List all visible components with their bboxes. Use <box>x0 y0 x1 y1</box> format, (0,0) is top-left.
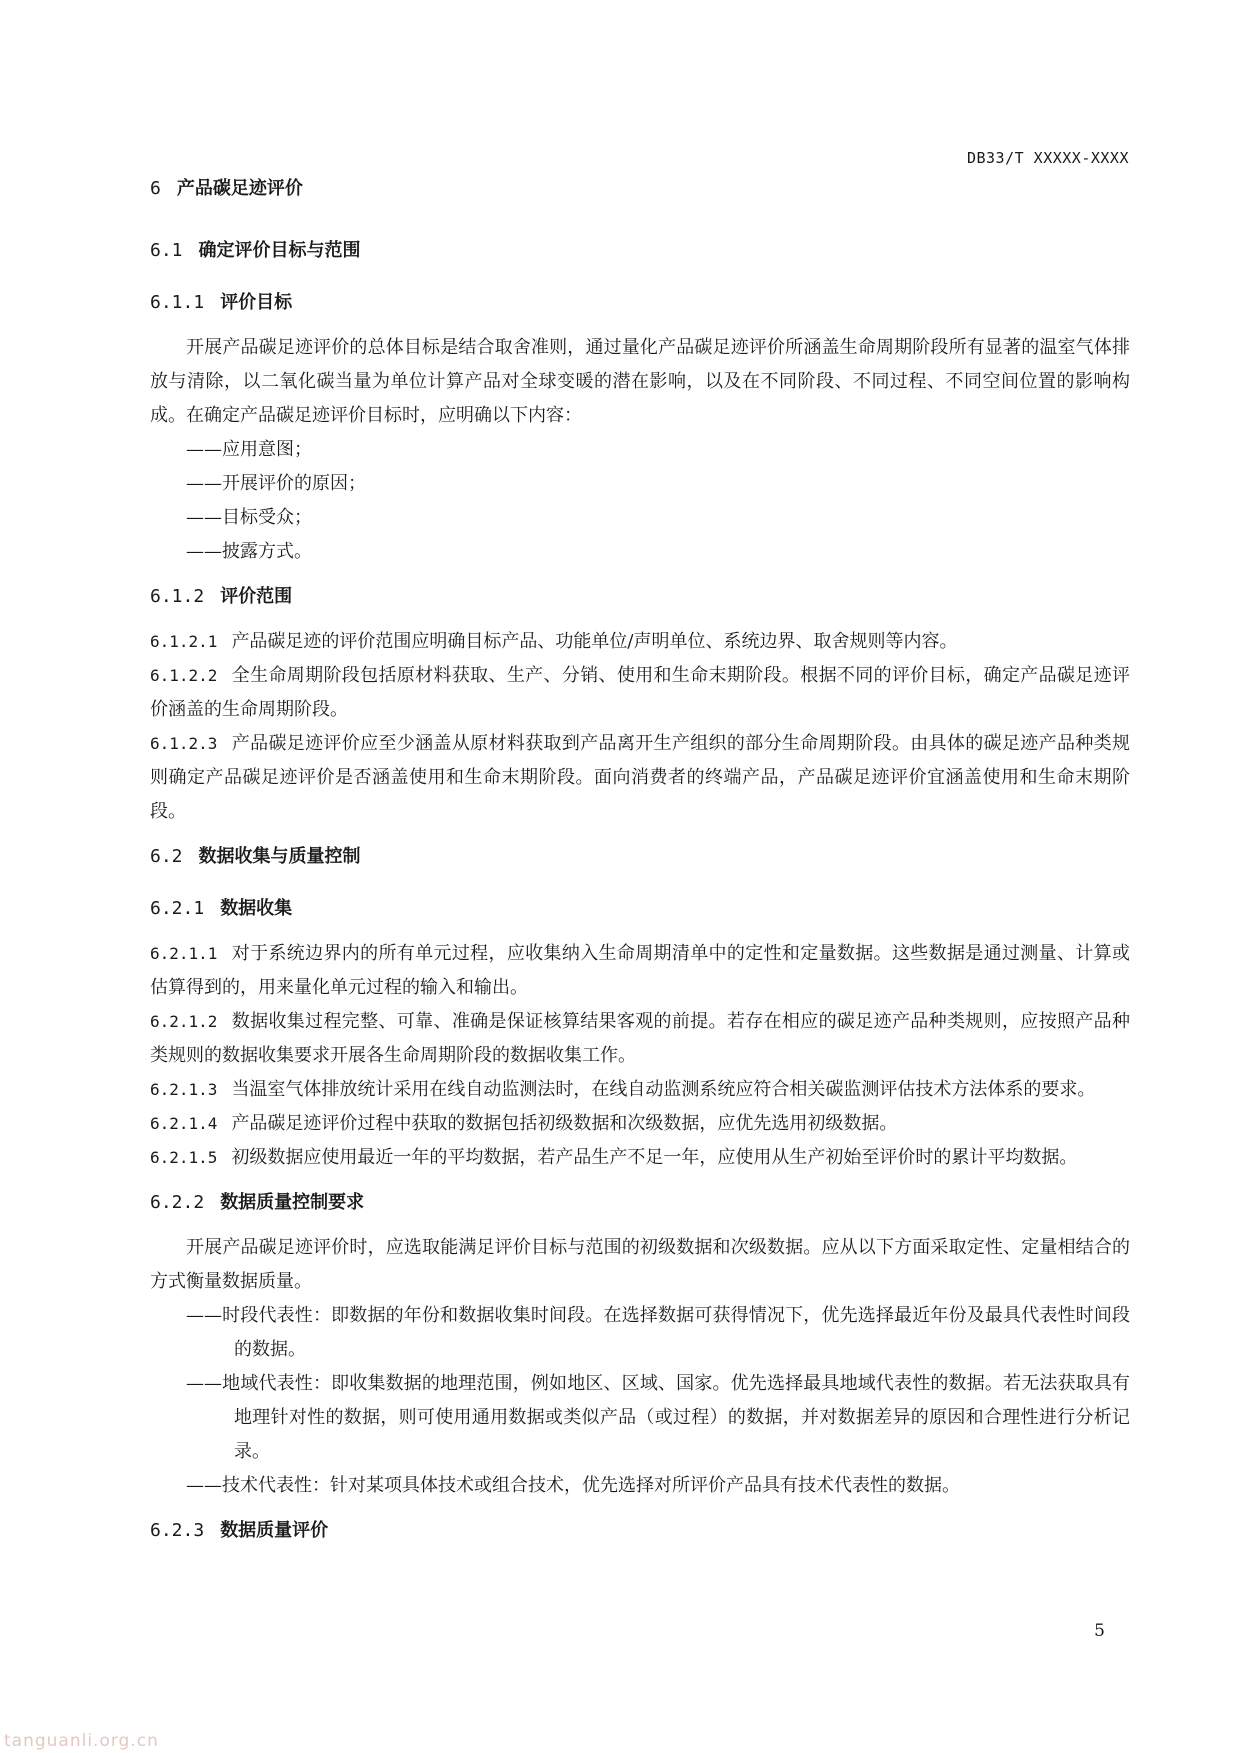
section-number: 6.1.1 <box>150 292 205 313</box>
clause-number: 6.2.1.1 <box>150 944 218 963</box>
paragraph: 开展产品碳足迹评价的总体目标是结合取舍准则，通过量化产品碳足迹评价所涵盖生命周期阶段所有显著的温室气体排放与清除，以二氧化碳当量为单位计算产品对全球变暖的潜在影响，以及在不同阶段、不同过程、不同空间位置的影响构成。在确定产品碳足迹评价目标时，应明确以下内容： <box>150 337 1130 426</box>
clause-number: 6.2.1.4 <box>150 1114 218 1133</box>
section-number: 6.1.2 <box>150 586 205 607</box>
list-item: ——披露方式。 <box>186 541 312 562</box>
clause-text: 产品碳足迹评价过程中获取的数据包括初级数据和次级数据，应优先选用初级数据。 <box>231 1113 898 1134</box>
clause-number: 6.1.2.2 <box>150 666 218 685</box>
clause-6-2-1-1 <box>150 937 1130 1005</box>
clause-text: 对于系统边界内的所有单元过程，应收集纳入生命周期清单中的定性和定量数据。这些数据是通过测量、计算或估算得到的，用来量化单元过程的输入和输出。 <box>150 943 1130 998</box>
clause-6-2-1-2 <box>150 1005 1130 1073</box>
section-title: 评价范围 <box>220 586 293 607</box>
section-number: 6.2.3 <box>150 1520 205 1541</box>
section-number: 6.2.2 <box>150 1192 205 1213</box>
paragraph: 开展产品碳足迹评价时，应选取能满足评价目标与范围的初级数据和次级数据。应从以下方面采取定性、定量相结合的方式衡量数据质量。 <box>150 1237 1130 1292</box>
list-item: ——应用意图； <box>186 439 312 460</box>
section-6-2-2-heading <box>150 1189 1130 1217</box>
section-6-2-1-heading <box>150 895 1130 923</box>
list-item: ——时段代表性：即数据的年份和数据收集时间段。在选择数据可获得情况下，优先选择最近年份及最具代表性时间段的数据。 <box>186 1305 1130 1360</box>
document-code: DB33/T XXXXX-XXXX <box>966 149 1129 167</box>
list-item: ——地域代表性：即收集数据的地理范围，例如地区、区域、国家。优先选择最具地域代表性的数据。若无法获取具有地理针对性的数据，则可使用通用数据或类似产品（或过程）的数据，并对数据差异的原因和合理性进行分析记录。 <box>186 1373 1130 1462</box>
clause-6-2-1-4 <box>150 1107 1130 1141</box>
list-item: ——目标受众； <box>186 507 312 528</box>
section-number: 6.2.1 <box>150 898 205 919</box>
section-number: 6 <box>150 178 161 199</box>
clause-number: 6.2.1.5 <box>150 1148 218 1167</box>
section-title: 数据质量评价 <box>220 1520 329 1541</box>
clause-text: 数据收集过程完整、可靠、准确是保证核算结果客观的前提。若存在相应的碳足迹产品种类规则，应按照产品种类规则的数据收集要求开展各生命周期阶段的数据收集工作。 <box>150 1011 1130 1066</box>
clause-6-1-2-1 <box>150 625 1130 659</box>
section-number: 6.2 <box>150 846 183 867</box>
section-title: 数据质量控制要求 <box>220 1192 365 1213</box>
clause-number: 6.2.1.2 <box>150 1012 218 1031</box>
clause-text: 产品碳足迹的评价范围应明确目标产品、功能单位/声明单位、系统边界、取舍规则等内容。 <box>231 631 958 652</box>
list-item: ——开展评价的原因； <box>186 473 366 494</box>
section-title: 数据收集与质量控制 <box>198 846 361 867</box>
clause-text: 全生命周期阶段包括原材料获取、生产、分销、使用和生命末期阶段。根据不同的评价目标，确定产品碳足迹评价涵盖的生命周期阶段。 <box>150 665 1130 720</box>
watermark: tanguanli.org.cn <box>4 1731 159 1751</box>
list-item: ——技术代表性：针对某项具体技术或组合技术，优先选择对所评价产品具有技术代表性的数据。 <box>186 1475 960 1496</box>
section-6-heading <box>150 175 1130 203</box>
clause-6-2-1-5 <box>150 1141 1130 1175</box>
clause-6-1-2-2 <box>150 659 1130 727</box>
section-title: 数据收集 <box>220 898 293 919</box>
section-title: 产品碳足迹评价 <box>176 178 303 199</box>
page-number: 5 <box>1094 1621 1105 1641</box>
clause-number: 6.1.2.1 <box>150 632 218 651</box>
clause-number: 6.2.1.3 <box>150 1080 218 1099</box>
clause-text: 产品碳足迹评价应至少涵盖从原材料获取到产品离开生产组织的部分生命周期阶段。由具体的碳足迹产品种类规则确定产品碳足迹评价是否涵盖使用和生命末期阶段。面向消费者的终端产品，产品碳足迹评价宜涵盖使用和生命末期阶段。 <box>150 733 1130 822</box>
section-6-1-2-heading <box>150 583 1130 611</box>
clause-text: 初级数据应使用最近一年的平均数据，若产品生产不足一年，应使用从生产初始至评价时的累计平均数据。 <box>231 1147 1078 1168</box>
section-number: 6.1 <box>150 240 183 261</box>
section-title: 评价目标 <box>220 292 293 313</box>
clause-6-1-2-3 <box>150 727 1130 829</box>
section-6-2-heading <box>150 843 1130 871</box>
page-body <box>150 175 1130 1545</box>
clause-number: 6.1.2.3 <box>150 734 218 753</box>
section-title: 确定评价目标与范围 <box>198 240 361 261</box>
clause-6-2-1-3 <box>150 1073 1130 1107</box>
section-6-1-1-heading <box>150 289 1130 317</box>
section-6-2-3-heading <box>150 1517 1130 1545</box>
clause-text: 当温室气体排放统计采用在线自动监测法时，在线自动监测系统应符合相关碳监测评估技术方法体系的要求。 <box>231 1079 1096 1100</box>
section-6-1-heading <box>150 237 1130 265</box>
